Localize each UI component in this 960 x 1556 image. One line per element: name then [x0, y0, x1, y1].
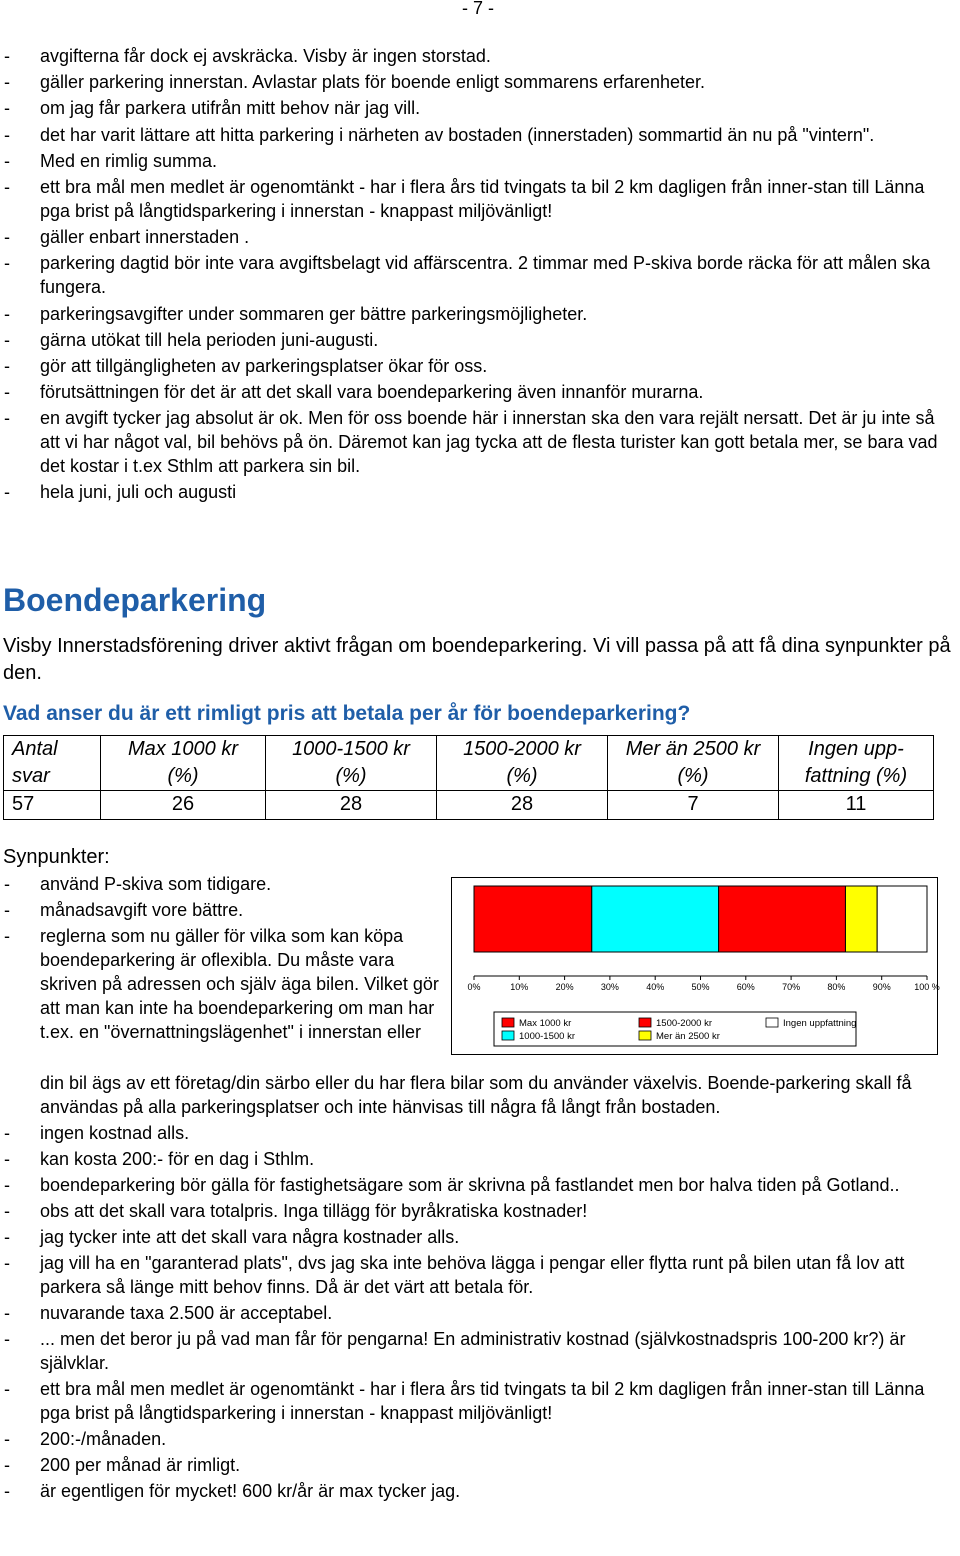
value-cell: 11	[779, 791, 934, 820]
header-cell: 1500-2000 kr (%)	[437, 736, 608, 791]
comment-item: - gäller enbart innerstaden .	[0, 225, 950, 249]
chart-svg	[452, 878, 940, 1054]
results-table	[3, 735, 934, 820]
x-tick-label: 10%	[510, 982, 529, 992]
survey-question: Vad anser du är ett rimligt pris att betala per år för boendeparkering?	[3, 702, 691, 725]
legend-swatch	[639, 1018, 651, 1027]
comment-item: - gör att tillgängligheten av parkeringsplatser ökar för oss.	[0, 354, 950, 378]
bar-segment	[845, 886, 877, 952]
bar-segment	[719, 886, 846, 952]
comment-item: - avgifterna får dock ej avskräcka. Visby är ingen storstad.	[0, 44, 950, 68]
legend-label: 1500-2000 kr	[656, 1018, 712, 1029]
comment-item: - är egentligen för mycket! 600 kr/år är max tycker jag.	[0, 1479, 958, 1503]
legend-swatch	[766, 1018, 778, 1027]
comment-item: - ... men det beror ju på vad man får för pengarna! En administrativ kostnad (självkostnadspris 100-200 kr?) är självklar.	[0, 1327, 958, 1375]
value-cell: 7	[608, 791, 779, 820]
comment-item: - förutsättningen för det är att det skall vara boendeparkering även innanför murarna.	[0, 380, 950, 404]
comment-item: - det har varit lättare att hitta parkering i närheten av bostaden (innerstaden) sommartid än nu på "vintern".	[0, 123, 950, 147]
header-cell: Max 1000 kr (%)	[101, 736, 266, 791]
comment-item: - obs att det skall vara totalpris. Inga tillägg för byråkratiska kostnader!	[0, 1199, 958, 1223]
comment-item: - ett bra mål men medlet är ogenomtänkt - har i flera års tid tvingats ta bil 2 km dagligen från inner-stan till Länna pga brist på långtidsparkering i innerstan - knappast miljövänligt!	[0, 1377, 958, 1425]
comment-list-side	[0, 872, 450, 1046]
x-tick-label: 80%	[827, 982, 846, 992]
header-cell: Mer än 2500 kr (%)	[608, 736, 779, 791]
legend-swatch	[639, 1031, 651, 1040]
x-tick-label: 50%	[691, 982, 710, 992]
x-tick-label: 40%	[646, 982, 665, 992]
legend-label: 1000-1500 kr	[519, 1031, 575, 1042]
header-cell: Ingen upp- fattning (%)	[779, 736, 934, 791]
comment-list-top	[0, 44, 950, 507]
comment-item: - kan kosta 200:- för en dag i Sthlm.	[0, 1147, 958, 1171]
comment-item: - boendeparkering bör gälla för fastighetsägare som är skrivna på fastlandet men bor halva tiden på Gotland..	[0, 1173, 958, 1197]
page-number: - 7 -	[462, 0, 495, 18]
comment-item: - en avgift tycker jag absolut är ok. Men för oss boende här i innerstan ska den vara rejält nersatt. Det är ju inte så att vi har något val, bil behövs på ön. Däremot kan jag tycka att de flesta turister kan gott betala mer, se bara vad det kostar i t.ex Sthlm att parkera sin bil.	[0, 406, 950, 478]
value-cell: 57	[4, 791, 101, 820]
comment-list-bottom	[0, 1071, 958, 1505]
section-heading: Boendeparkering	[3, 582, 267, 618]
legend-label: Mer än 2500 kr	[656, 1031, 720, 1042]
comment-item: - jag tycker inte att det skall vara några kostnader alls.	[0, 1225, 958, 1249]
comment-item: - ingen kostnad alls.	[0, 1121, 958, 1145]
comment-item: - reglerna som nu gäller för vilka som kan köpa boendeparkering är oflexibla. Du måste vara skriven på adressen och själv äga bilen. Vilket gör att man kan inte ha boendeparkering om man har t.ex. en "övernattningslägenhet" i innerstan eller	[0, 924, 450, 1044]
x-tick-label: 70%	[782, 982, 801, 992]
stacked-bar-chart	[451, 877, 938, 1055]
x-tick-label: 60%	[736, 982, 755, 992]
results-header-row	[4, 736, 934, 791]
comment-item: - 200 per månad är rimligt.	[0, 1453, 958, 1477]
bar-segment	[877, 886, 927, 952]
comment-item: - använd P-skiva som tidigare.	[0, 872, 450, 896]
results-value-row	[4, 791, 934, 820]
legend-label: Max 1000 kr	[519, 1018, 572, 1029]
bar-segment	[474, 886, 592, 952]
value-cell: 26	[101, 791, 266, 820]
section-intro: Visby Innerstadsförening driver aktivt frågan om boendeparkering. Vi vill passa på att få dina synpunkter på den.	[3, 635, 951, 684]
x-tick-label: 100 %	[914, 982, 940, 992]
comment-item: - Med en rimlig summa.	[0, 149, 950, 173]
comment-item: - om jag får parkera utifrån mitt behov när jag vill.	[0, 96, 950, 120]
comment-item: - 200:-/månaden.	[0, 1427, 958, 1451]
comment-item: - gärna utökat till hela perioden juni-augusti.	[0, 328, 950, 352]
x-tick-label: 0%	[467, 982, 481, 992]
bar-segment	[592, 886, 719, 952]
value-cell: 28	[437, 791, 608, 820]
legend-label: Ingen uppfattning	[783, 1018, 857, 1029]
comment-item: - månadsavgift vore bättre.	[0, 898, 450, 922]
x-tick-label: 30%	[600, 982, 619, 992]
legend-swatch	[502, 1031, 514, 1040]
header-cell: Antal svar	[4, 736, 101, 791]
comment-item: din bil ägs av ett företag/din särbo eller du har flera bilar som du använder växelvis. Boende-parkering skall få användas på alla parkeringsplatser och inte hänvisas till några få långt från bostaden.	[40, 1073, 912, 1117]
x-tick-label: 90%	[872, 982, 891, 992]
x-tick-label: 20%	[555, 982, 574, 992]
comment-item: - parkering dagtid bör inte vara avgiftsbelagt vid affärscentra. 2 timmar med P-skiva borde räcka för att målen ska fungera.	[0, 251, 950, 299]
legend-swatch	[502, 1018, 514, 1027]
comment-item: - parkeringsavgifter under sommaren ger bättre parkeringsmöjligheter.	[0, 302, 950, 326]
value-cell: 28	[266, 791, 437, 820]
comment-item: - ett bra mål men medlet är ogenomtänkt - har i flera års tid tvingats ta bil 2 km dagligen från inner-stan till Länna pga brist på långtidsparkering i innerstan - knappast miljövänligt!	[0, 175, 950, 223]
synpunkter-label: Synpunkter:	[3, 846, 110, 868]
comment-item: - jag vill ha en "garanterad plats", dvs jag ska inte behöva lägga i pengar eller flytta runt på bilen utan få lov att parkera så länge mitt behov finns. Då är det värt att betala för.	[0, 1251, 958, 1299]
comment-item: - nuvarande taxa 2.500 är acceptabel.	[0, 1301, 958, 1325]
header-cell: 1000-1500 kr (%)	[266, 736, 437, 791]
comment-item: - hela juni, juli och augusti	[0, 480, 950, 504]
comment-item: - gäller parkering innerstan. Avlastar plats för boende enligt sommarens erfarenheter.	[0, 70, 950, 94]
